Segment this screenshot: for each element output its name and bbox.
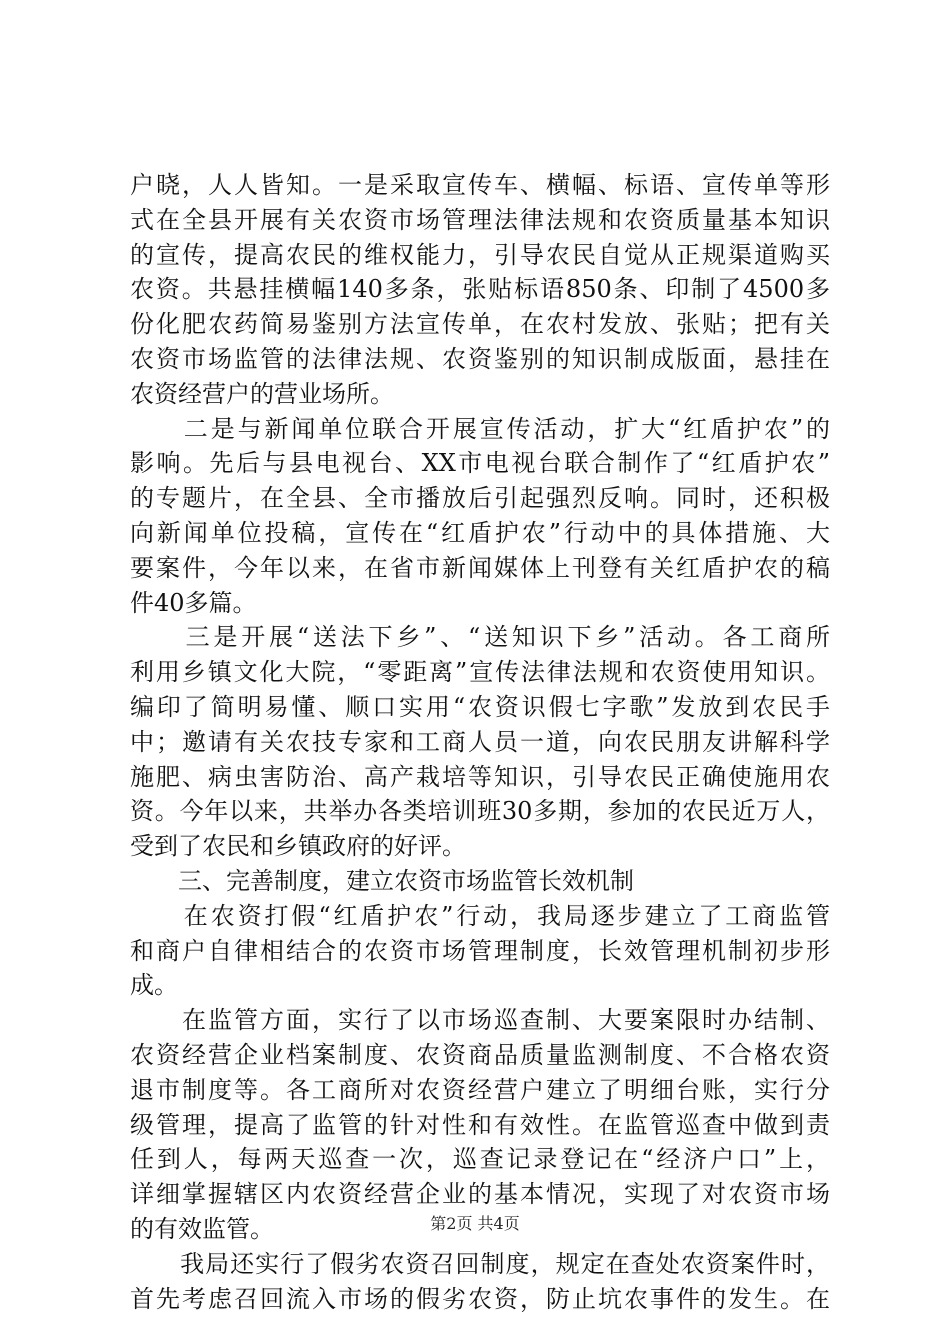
text-line: 要案件，今年以来，在省市新闻媒体上刊登有关红盾护农的稿 [130, 553, 830, 582]
text-line: 的有效监管。 [130, 1215, 274, 1243]
text-line: 三、完善制度，建立农资市场监管长效机制 [130, 867, 634, 895]
text-line: 任到人，每两天巡查一次，巡查记录登记在“经济户口”上， [130, 1145, 830, 1174]
text-line: 中；邀请有关农技专家和工商人员一道，向农民朋友讲解科学 [130, 727, 830, 756]
text-line: 级管理，提高了监管的针对性和有效性。在监管巡查中做到责 [130, 1110, 830, 1139]
text-line: 退市制度等。各工商所对农资经营户建立了明细台账，实行分 [130, 1075, 830, 1104]
text-line: 二是与新闻单位联合开展宣传活动，扩大“红盾护农”的 [130, 414, 830, 443]
text-line: 我局还实行了假劣农资召回制度，规定在查处农资案件时， [130, 1249, 830, 1278]
text-line: 影响。先后与县电视台、XX市电视台联合制作了“红盾护农” [130, 449, 830, 478]
text-line: 受到了农民和乡镇政府的好评。 [130, 832, 466, 861]
page-footer: 第2页 共4页 [430, 1214, 520, 1233]
text-line: 农资经营户的营业场所。 [130, 379, 394, 408]
text-line: 施肥、病虫害防治、高产栽培等知识，引导农民正确使施用农 [130, 762, 830, 791]
text-line: 和商户自律相结合的农资市场管理制度，长效管理机制初步形 [130, 936, 830, 965]
text-line: 式在全县开展有关农资市场管理法律法规和农资质量基本知识 [130, 205, 830, 234]
text-line: 利用乡镇文化大院，“零距离”宣传法律法规和农资使用知识。 [130, 658, 830, 687]
text-line: 件40多篇。 [130, 588, 257, 617]
text-line: 向新闻单位投稿，宣传在“红盾护农”行动中的具体措施、大 [130, 519, 830, 547]
text-line: 农资经营企业档案制度、农资商品质量监测制度、不合格农资 [130, 1041, 830, 1069]
text-line: 农资市场监管的法律法规、农资鉴别的知识制成版面，悬挂在 [130, 345, 830, 373]
text-line: 资。今年以来，共举办各类培训班30多期，参加的农民近万人， [130, 797, 830, 826]
text-line: 的宣传，提高农民的维权能力，引导农民自觉从正规渠道购买 [130, 240, 830, 269]
text-line: 在农资打假“红盾护农”行动，我局逐步建立了工商监管 [130, 901, 830, 930]
text-line: 三是开展“送法下乡”、“送知识下乡”活动。各工商所 [130, 623, 830, 652]
text-line: 详细掌握辖区内农资经营企业的基本情况，实现了对农资市场 [130, 1180, 830, 1209]
text-line: 份化肥农药简易鉴别方法宣传单，在农村发放、张贴；把有关 [130, 310, 830, 339]
text-line: 农资。共悬挂横幅140多条，张贴标语850条、印制了4500多 [130, 275, 830, 304]
text-line: 编印了简明易懂、顺口实用“农资识假七字歌”发放到农民手 [130, 693, 830, 721]
text-line: 在监管方面，实行了以市场巡查制、大要案限时办结制、 [130, 1006, 830, 1035]
text-line: 成。 [130, 971, 178, 1000]
text-line: 的专题片，在全县、全市播放后引起强烈反响。同时，还积极 [130, 484, 830, 513]
text-line: 首先考虑召回流入市场的假劣农资，防止坑农事件的发生。在 [130, 1284, 830, 1313]
text-line: 户晓，人人皆知。一是采取宣传车、横幅、标语、宣传单等形 [130, 171, 830, 199]
